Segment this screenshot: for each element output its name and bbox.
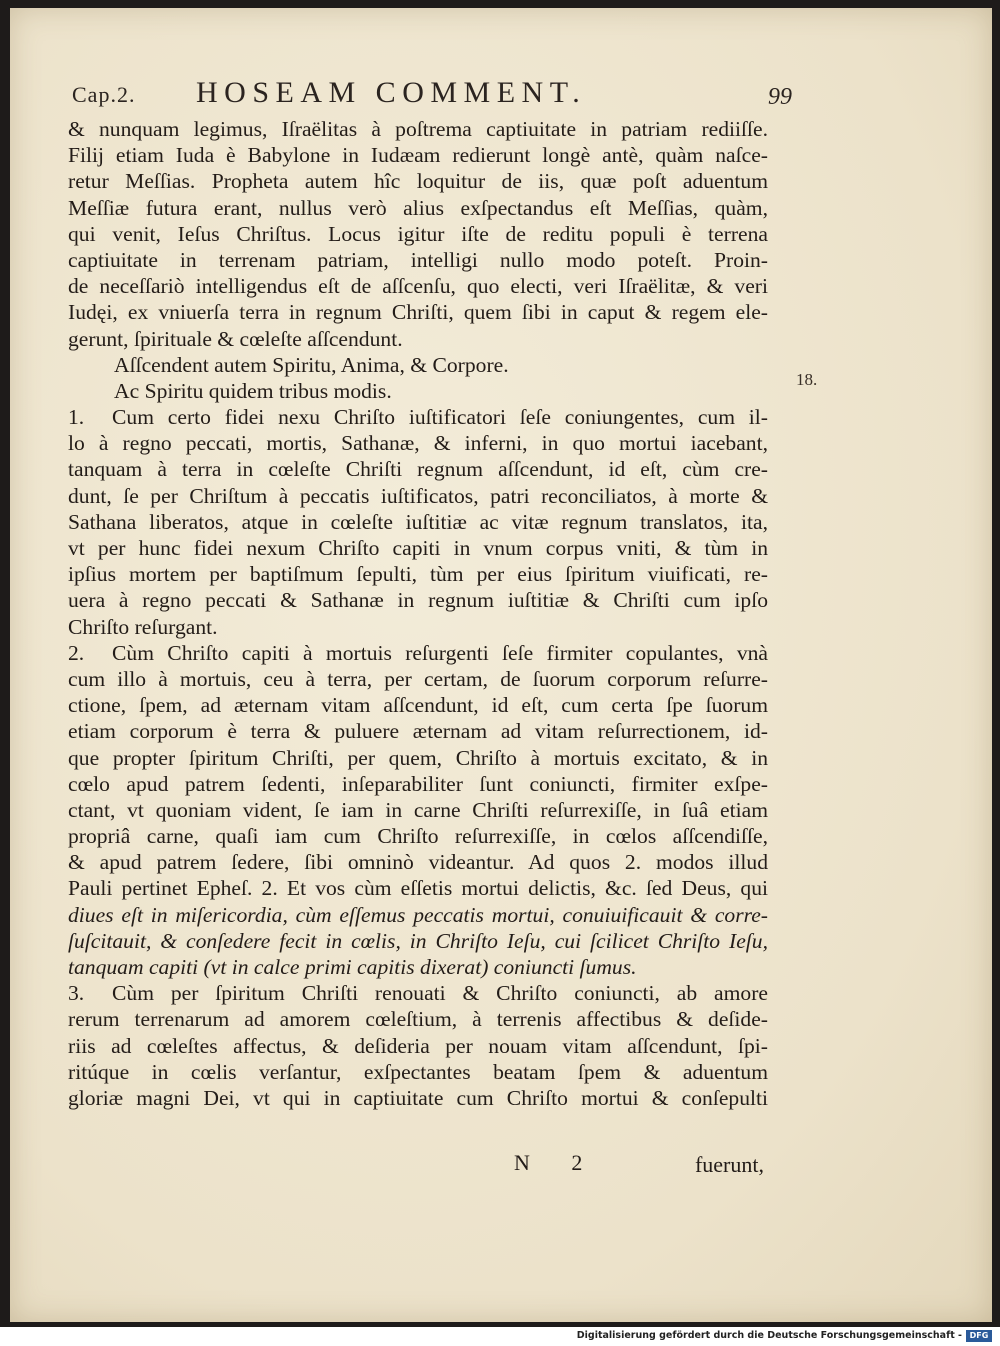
line-text: Ac Spiritu quidem tribus modis. [114,378,392,403]
text-line [68,875,768,901]
text-line [68,378,768,404]
text-line [68,1006,768,1032]
line-text: Filij etiam Iuda è Babylone in Iudæam redierunt longè antè, quàm naſce- [68,143,768,168]
text-line [68,1033,768,1059]
text-line [68,195,768,221]
line-text: ritúque in cœlis verſantur, exſpectantes beatam ſpem & aduentum [68,1059,768,1084]
text-line [68,352,768,378]
text-line [68,509,768,535]
line-text: Chriſto reſurgant. [68,614,218,639]
text-line [68,116,768,142]
text-line [68,273,768,299]
text-line [68,902,768,928]
line-text: uera à regno peccati & Sathanæ in regnum iuſtitiæ & Chriſti cum ipſo [68,588,768,613]
line-text: etiam corporum è terra & puluere æternam ad vitam reſurrectionem, id- [68,719,768,744]
line-text: propriâ carne, quaſi iam cum Chriſto reſurrexiſſe, in cœlos aſſcendiſſe, [68,824,768,849]
text-line [68,692,768,718]
text-line [68,771,768,797]
running-head [72,76,792,116]
text-line [68,640,768,666]
line-text: Aſſcendent autem Spiritu, Anima, & Corpore. [114,352,509,377]
text-line [68,561,768,587]
line-text: Sathana liberatos, atque in cœleſte iuſtitiæ ac vitæ regnum translatos, ita, [68,509,768,534]
line-text: ctione, ſpem, ad æternam vitam aſſcendunt, id eſt, cum certa ſpe ſuorum [68,693,768,718]
text-line [68,614,768,640]
text-line [68,404,768,430]
text-line [68,587,768,613]
paragraph-number: 1. [68,405,85,430]
line-text: cœlo apud patrem ſedenti, inſeparabiliter ſunt coniuncti, firmiter exſpe- [68,771,768,796]
text-line [68,1059,768,1085]
line-text: tanquam à terra in cœleſte Chriſti regnum aſſcendunt, id eſt, cùm cre- [68,457,768,482]
line-text: ſuſcitauit, & conſedere fecit in cœlis, in Chriſto Ieſu, cui ſcilicet Chriſto Ieſu, [68,928,768,953]
running-title: HOSEAM COMMENT. [196,76,587,109]
text-line [68,666,768,692]
text-line [68,823,768,849]
text-line [68,980,768,1006]
text-line [68,928,768,954]
text-line [68,326,768,352]
text-line [68,430,768,456]
text-line [68,1085,768,1111]
line-text: Meſſiæ futura erant, nullus verò alius exſpectandus eſt Meſſias, quàm, [68,195,768,220]
line-text: gloriæ magni Dei, vt qui in captiuitate cum Chriſto mortui & conſepulti [68,1085,768,1110]
line-text: cum illo à mortuis, ceu à terra, per certam, de ſuorum corporum reſurre- [68,666,768,691]
text-line [68,954,768,980]
line-text: Iudęi, ex vniuerſa terra in regnum Chriſti, quem ſibi in caput & regem ele- [68,300,768,325]
chapter-label: Cap.2. [72,82,136,107]
page-number: 99 [768,84,792,110]
text-line [68,221,768,247]
footer-credit: Digitalisierung gefördert durch die Deutsche Forschungsgemeinschaft - [576,1330,962,1341]
dfg-logo-icon: DFG [966,1330,992,1342]
line-text: captiuitate in terrenam patriam, intelligi nullo modo poteſt. Proin- [68,247,768,272]
footer-bar [0,1327,1000,1346]
line-text: gerunt, ſpirituale & cœleſte aſſcendunt. [68,326,403,351]
line-text: Cùm Chriſto capiti à mortuis reſurgenti ſeſe firmiter copulantes, vnà [112,640,768,665]
line-text: Cùm per ſpiritum Chriſti renouati & Chriſto coniuncti, ab amore [112,981,768,1006]
line-text: que propter ſpiritum Chriſti, per quem, Chriſto à mortuis excitato, & in [68,745,768,770]
line-text: dunt, ſe per Chriſtum à peccatis iuſtificatos, patri reconciliatos, à morte & [68,483,768,508]
body-text [68,116,768,1111]
paragraph-number: 3. [68,981,85,1006]
paragraph-number: 2. [68,640,85,665]
line-text: tanquam capiti (vt in calce primi capitis dixerat) coniuncti ſumus. [68,955,637,979]
margin-note: 18. [796,370,818,389]
text-line [68,168,768,194]
text-line [68,247,768,273]
signature-line [506,1150,764,1180]
catchword: fuerunt, [694,1152,764,1177]
line-text: diues eſt in miſericordia, cùm eſſemus peccatis mortui, conuiuificauit & corre- [68,902,768,927]
line-text: retur Meſſias. Propheta autem hîc loquitur de iis, quæ poſt aduentum [68,169,768,194]
text-line [68,142,768,168]
line-text: & apud patrem ſedere, ſibi omninò videantur. Ad quos 2. modos illud [68,850,768,875]
line-text: Pauli pertinet Epheſ. 2. Et vos cùm eſſetis mortui delictis, &c. ſed Deus, qui [68,876,768,901]
text-line [68,483,768,509]
text-line [68,456,768,482]
text-line [68,535,768,561]
line-text: Cum certo fidei nexu Chriſto iuſtificatori ſeſe coniungentes, cum il- [112,405,768,430]
text-line [68,745,768,771]
signature-mark: N 2 [514,1150,601,1175]
line-text: riis ad cœleſtes affectus, & deſideria per nouam vitam aſſcendunt, ſpi- [68,1033,768,1058]
text-line [68,849,768,875]
text-line [68,299,768,325]
line-text: rerum terrenarum ad amorem cœleſtium, à terrenis affectibus & deſide- [68,1007,768,1032]
line-text: ipſius mortem per baptiſmum ſepulti, tùm per eius ſpiritum viuificati, re- [68,562,768,587]
line-text: lo à regno peccati, mortis, Sathanæ, & inferni, in quo mortui iacebant, [68,431,768,456]
line-text: ctant, vt quoniam vident, ſe iam in carne Chriſti reſurrexiſſe, in ſuâ etiam [68,797,768,822]
text-line [68,797,768,823]
line-text: de neceſſariò intelligendus eſt de aſſcenſu, quo electi, veri Iſraëlitæ, & veri [68,274,768,299]
line-text: & nunquam legimus, Iſraëlitas à poſtrema captiuitate in patriam rediiſſe. [68,117,768,141]
line-text: vt per hunc fidei nexum Chriſto capiti in vnum corpus vniti, & tùm in [68,536,768,560]
line-text: qui venit, Ieſus Chriſtus. Locus igitur iſte de reditu populi è terrena [68,221,768,246]
text-line [68,718,768,744]
